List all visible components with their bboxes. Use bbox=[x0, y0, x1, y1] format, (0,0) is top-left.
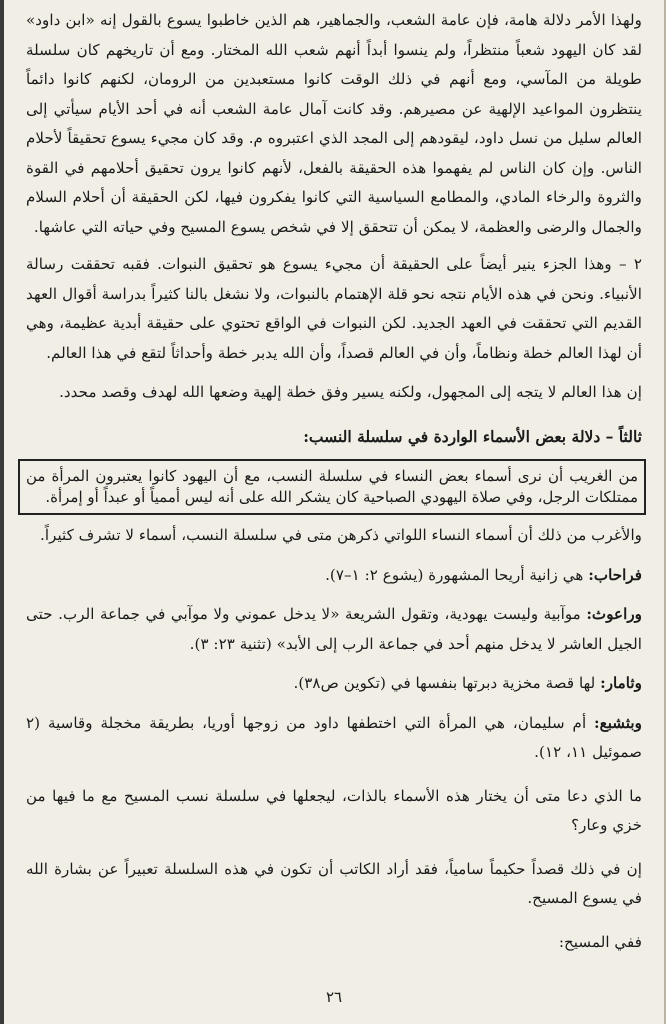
entry-rahab bbox=[26, 561, 642, 591]
entry-term: وراعوث: bbox=[586, 605, 643, 623]
entry-text: لها قصة مخزية دبرتها بنفسها في (تكوين ص٣٨). bbox=[293, 674, 596, 692]
paragraph-after-box: والأغرب من ذلك أن أسماء النساء اللواتي ذكرهن متى في سلسلة النسب، أسماء لا تشرف كثيراً. bbox=[40, 526, 642, 544]
section-heading: ثالثاً – دلالة بعض الأسماء الواردة في سلسلة النسب: bbox=[303, 426, 642, 446]
entry-ruth bbox=[26, 600, 642, 659]
boxed-quote bbox=[18, 459, 646, 515]
entry-tamar bbox=[26, 669, 642, 699]
entry-term: فراحاب: bbox=[588, 565, 642, 584]
entry-text: أم سليمان، هي المرأة التي اختطفها داود من زوجها أوريا، بطريقة مخجلة وقاسية (٢ صموئيل ١١، ١٢). bbox=[26, 713, 642, 761]
answer-paragraph: إن في ذلك قصداً حكيماً سامياً، فقد أراد الكاتب أن تكون في هذه السلسلة تعبيراً عن بشارة الله في يسوع المسيح. bbox=[26, 859, 642, 907]
entry-bathsheba bbox=[26, 709, 642, 768]
paragraph-2: ٢ – وهذا الجزء ينير أيضاً على الحقيقة أن مجيء يسوع هو تحقيق النبوات. فقبه تحققت رسالة الأنبياء. ونحن في هذه الأيام نتجه نحو قلة الإهتمام بالنبوات، ولا نشغل بالنا كثيراً بدراسة أقوال العهد القديم التي تحققت في العهد الجديد. لكن النبوات في الواقع تحتوي على حقيقة أبدية عظيمة، وهي أن لهذا العالم خطة ونظاماً، وأن في العالم قصداً، وأن الله يدبر خطة وأحداثاً لتقع في هذا العالم. bbox=[26, 255, 642, 362]
page-body bbox=[26, 6, 642, 957]
boxed-quote-text: من الغريب أن نرى أسماء بعض النساء في سلسلة النسب، مع أن اليهود كانوا يعتبرون المرأة من ممتلكات الرجل، وفي صلاة اليهودي الصباحية كان يشكر الله على أنه ليس أممياً أو عبداً أو إمرأة. bbox=[26, 467, 638, 506]
page-number: ٢٦ bbox=[325, 988, 343, 1006]
closing-line: ففي المسيح: bbox=[558, 932, 642, 951]
entry-text: هي زانية أريحا المشهورة (يشوع ٢: ١–٧). bbox=[325, 565, 584, 584]
paragraph-3: إن هذا العالم لا يتجه إلى المجهول، ولكنه يسير وفق خطة إلهية وضعها الله لهدف وقصد محدد. bbox=[59, 383, 642, 401]
paragraph-1: ولهذا الأمر دلالة هامة، فإن عامة الشعب، والجماهير، هم الذين خاطبوا يسوع بالقول إنه «ابن داود» لقد كان اليهود شعباً منتظراً، ولم ينسوا أبداً أنهم شعب الله المختار. ومع أن تاريخهم كان سلسلة طويلة من المآسي، ومع أنهم في ذلك الوقت كانوا مستعبدين من الرومان، لكنهم كانوا دائماً ينتظرون المواعيد الإلهية عن مصيرهم. وقد كانت آمال عامة الشعب أنه في أحد الأيام سيأتي إلى العالم سليل من نسل داود، ليقودهم إلى المجد الذي اعتبروه م. وقد كان مجيء يسوع تحقيقاً لأحلام الناس. وإن كان الناس لم يفهموا هذه الحقيقة بالفعل، لأنهم كانوا يرون تحقيق أحلامهم في القوة والثروة والرخاء المادي، والمطامع السياسية التي كانوا يفكرون فيها، لكن الحقيقة أن أحلام السلام والجمال والرضى والعظمة، لا يمكن أن تتحقق إلا في شخص يسوع المسيح وفي حياته التي عاشها. bbox=[26, 11, 642, 236]
question-paragraph: ما الذي دعا متى أن يختار هذه الأسماء بالذات، ليجعلها في سلسلة نسب المسيح مع ما فيها من خزي وعار؟ bbox=[26, 786, 642, 834]
entry-term: وثامار: bbox=[600, 674, 642, 692]
entry-text: موآبية وليست يهودية، وتقول الشريعة «لا يدخل عموني ولا موآبي في جماعة الرب. حتى الجيل العاشر لا يدخل منهم أحد في جماعة الرب إلى الأبد» (تثنية ٢٣: ٣). bbox=[26, 605, 642, 653]
entry-term: وبثشبع: bbox=[594, 713, 642, 732]
